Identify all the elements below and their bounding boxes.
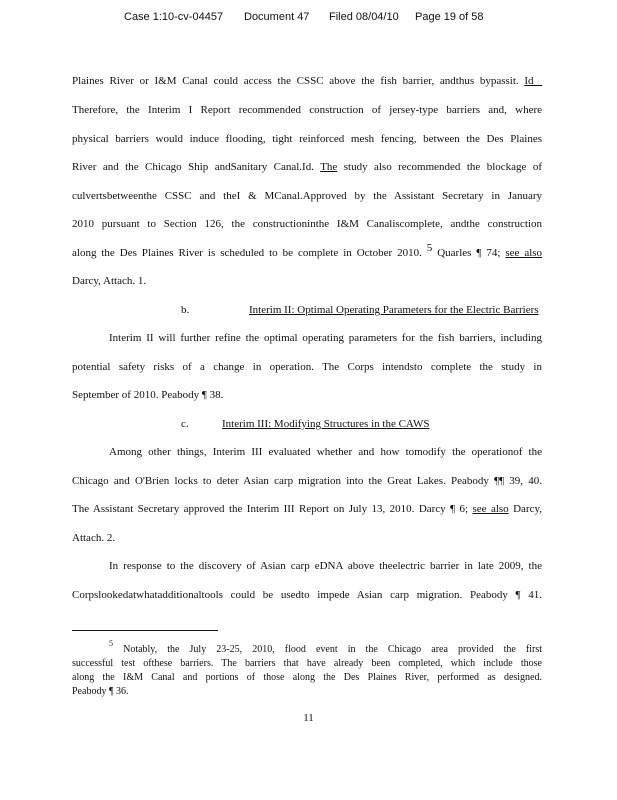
document-number: Document 47 — [244, 11, 310, 23]
paragraph-line: Among other things, Interim III evaluated whether and how tomodify the operationof the — [109, 446, 542, 458]
section-letter: c. — [181, 418, 189, 430]
section-letter: b. — [181, 304, 190, 316]
footnote-line: successful test ofthese barriers. The barriers that have already been completed, which include those — [72, 658, 542, 669]
filed-date: Filed 08/04/10 — [329, 11, 399, 23]
footnote-line: $^5$ Notably, the July 23-25, 2010, flood event in the Chicago area provided the first — [109, 639, 543, 655]
paragraph-line: along the Des Plaines River is scheduled to be complete in October 2010. 5 Quarles ¶ 74; see also — [72, 242, 543, 259]
paragraph-line: River and the Chicago Ship andSanitary Canal.Id. The study also recommended the blockage of — [72, 161, 542, 173]
paragraph-line: Therefore, the Interim I Report recommended construction of jersey-type barriers and, where — [72, 104, 542, 116]
footnote-divider — [72, 630, 218, 631]
section-heading: Interim III: Modifying Structures in the CAWS — [222, 418, 430, 430]
citation-id: Id — [524, 75, 534, 87]
paragraph-line: Darcy, Attach. 1. — [72, 275, 147, 287]
section-heading: Interim II: Optimal Operating Parameters for the Electric Barriers — [249, 304, 539, 316]
footnote-line: along the I&M Canal and portions of those along the Des Plaines River, performed as designed. — [72, 672, 542, 683]
paragraph-line: culvertsbetweenthe CSSC and theI & MCanal.Approved by the Assistant Secretary in January — [72, 190, 542, 202]
paragraph-line: 2010 pursuant to Section 126, the constructioninthe I&M Canaliscomplete, andthe construction — [72, 218, 542, 230]
page-count: Page 19 of 58 — [415, 11, 484, 23]
paragraph-line: Attach. 2. — [72, 532, 116, 544]
case-number: Case 1:10-cv-04457 — [124, 11, 224, 23]
paragraph-line: Plaines River or I&M Canal could access the CSSC above the fish barrier, andthus bypassit. Id — [72, 75, 534, 87]
page-number: 11 — [303, 712, 314, 724]
footnote-line: Peabody ¶ 36. — [72, 686, 129, 697]
paragraph-line: physical barriers would induce flooding, tight reinforced mesh fencing, between the Des Plaines — [72, 133, 542, 145]
footnote-reference: 5 — [426, 242, 433, 254]
paragraph-line: Corpslookedatwhatadditionaltools could be usedto impede Asian carp migration. Peabody ¶ 41. — [72, 589, 542, 601]
paragraph-line: In response to the discovery of Asian carp eDNA above theelectric barrier in late 2009, the — [109, 560, 542, 572]
paragraph-line: Chicago and O'Brien locks to deter Asian carp migration into the Great Lakes. Peabody ¶¶ 39, 40. — [72, 475, 542, 487]
paragraph-line: potential safety risks of a change in operation. The Corps intendsto complete the study in — [72, 361, 542, 373]
footnote-marker: 5 — [109, 639, 113, 648]
paragraph-line: Interim II will further refine the optimal operating parameters for the fish barriers, including — [109, 332, 542, 344]
paragraph-line: September of 2010. Peabody ¶ 38. — [72, 389, 224, 401]
paragraph-line: The Assistant Secretary approved the Interim III Report on July 13, 2010. Darcy ¶ 6; see also Darcy, — [72, 503, 543, 515]
